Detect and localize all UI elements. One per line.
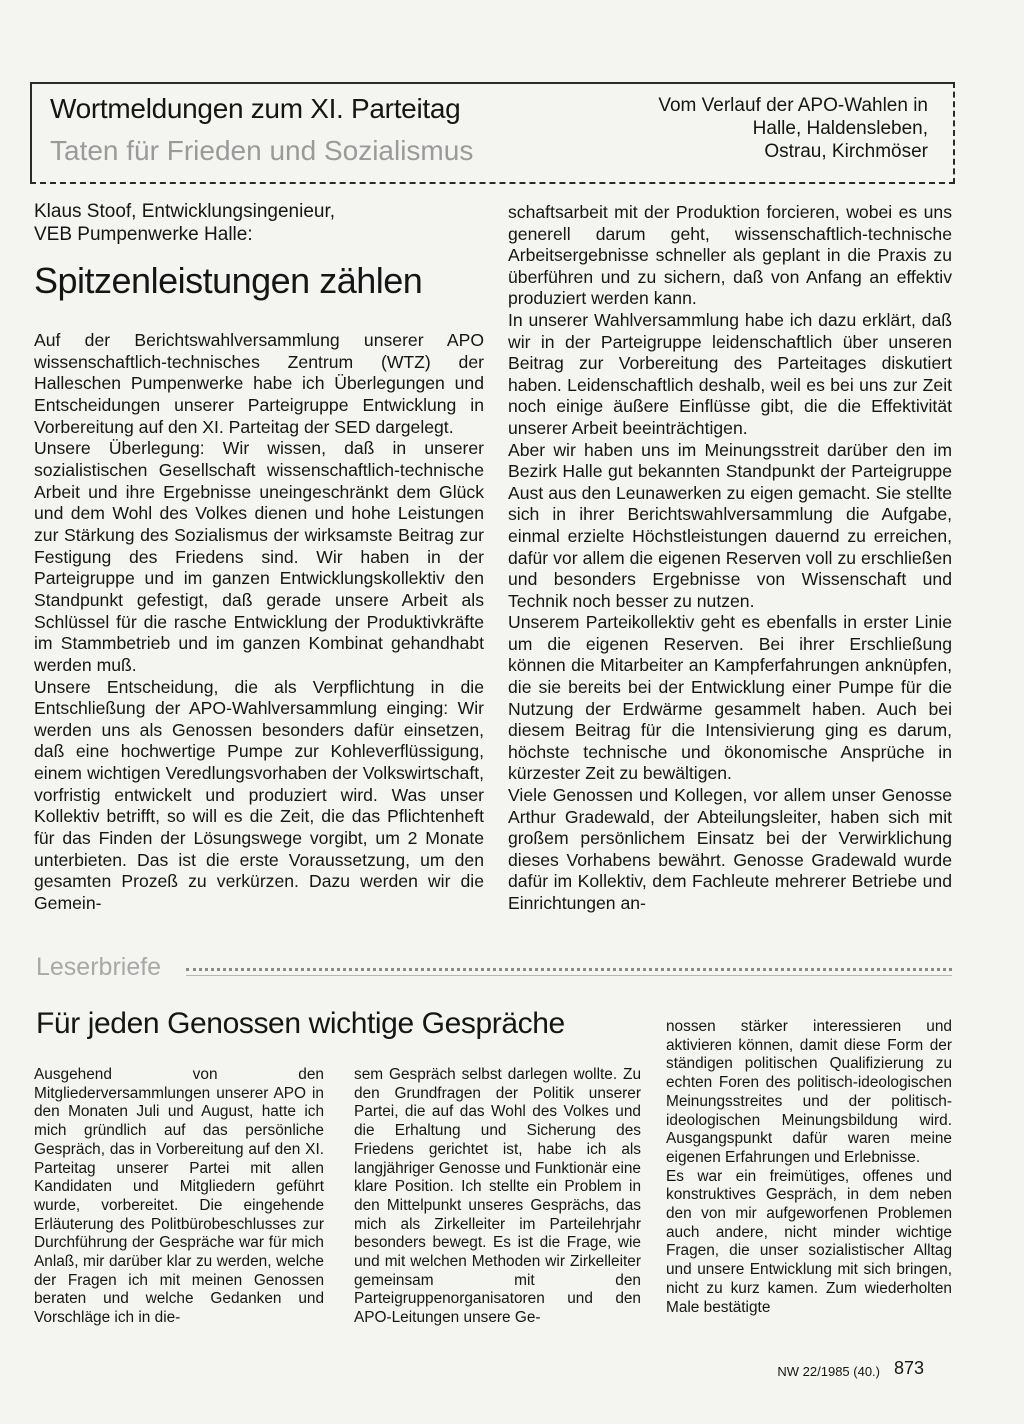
paragraph: sem Gespräch selbst darlegen wollte. Zu den Grundfragen der Politik unserer Partei, die auf das Wohl des Volkes und die Erhaltung und Sicherung des Friedens gerichtet ist, habe ich als langjähriger Genosse und Funktionär eine klare Position. Ich stellte ein Problem in den Mittelpunkt unseres Gesprächs, das mich als Zirkelleiter im Parteilehrjahr besonders bewegt. Es ist die Frage, wie und mit welchen Methoden wir Zirkelleiter gemeinsam mit den Parteigruppenorganisatoren und den APO-Leitungen unsere Ge- — [354, 1066, 641, 1327]
series-note-line: Ostrau, Kirchmöser — [764, 141, 928, 162]
paragraph: Es war ein freimütiges, offenes und konstruktives Gespräch, in dem neben den von mir aufgeworfenen Problemen auch andere, nicht minder wichtige Fragen, die unser sozialistischer Alltag und unsere Entwicklung mit sich bringen, nicht zu kurz kamen. Zum wiederholten Male bestätigte — [666, 1167, 952, 1316]
author-line: Klaus Stoof, Entwicklungsingenieur, — [34, 201, 336, 222]
series-note-line: Vom Verlauf der APO-Wahlen in — [658, 95, 928, 116]
article-column-1 — [34, 330, 484, 915]
letter-column-3 — [666, 1018, 952, 1317]
letter-column-2 — [354, 1066, 641, 1328]
letter-column-1 — [34, 1066, 324, 1328]
paragraph: Ausgehend von den Mitgliederversammlungen unserer APO in den Monaten Juli und August, hatte ich mich gründlich auf das persönliche Gespräch, das in Vorbereitung auf den XI. Parteitag unserer Partei mit allen Kandidaten und Mitgliedern geführt wurde, vorbereitet. Die eingehende Erläuterung des Politbürobeschlusses zur Durchführung der Gespräche war für mich Anlaß, mir darüber klar zu werden, welche der Fragen ich mit meinen Genossen beraten und welche Gedanken und Vorschläge ich in die- — [34, 1066, 324, 1327]
letter-headline: Für jeden Genossen wichtige Gespräche — [36, 1007, 565, 1040]
section-label: Leserbriefe — [36, 952, 169, 982]
paragraph: Auf der Berichtswahlversammlung unserer APO wissenschaftlich-technisches Zentrum (WTZ) der Halleschen Pumpenwerke habe ich Überlegungen und Entscheidungen unserer Parteigruppe Entwicklung in Vorbereitung auf den XI. Parteitag der SED dargelegt. — [34, 330, 484, 437]
series-note-line: Halle, Haldensleben, — [752, 118, 928, 139]
section-header-leserbriefe — [36, 950, 952, 984]
article-column-2 — [508, 202, 952, 915]
article-headline: Spitzenleistungen zählen — [34, 260, 423, 301]
paragraph: schaftsarbeit mit der Produktion forcieren, wobei es uns generell darum geht, wissenschaftlich-technische Arbeitsergebnisse schneller als geplant in die Praxis zu überführen und zu sichern, daß von Anfang an effektiv produziert werden kann. — [508, 202, 952, 309]
paragraph: Aber wir haben uns im Meinungsstreit darüber den im Bezirk Halle gut bekannten Standpunkt der Parteigruppe Aust aus den Leunawerken zu eigen gemacht. Sie stellte sich in ihrer Berichtswahlversammlung die Aufgabe, einmal erzielte Höchstleistungen dauernd zu erreichen, dafür vor allem die eigenen Reserven voll zu erschließen und besonders Ergebnisse von Wissenschaft und Technik noch besser zu nutzen. — [508, 439, 952, 611]
paragraph: Unsere Entscheidung, die als Verpflichtung in die Entschließung der APO-Wahlversammlung einging: Wir werden uns als Genossen besonders dafür einsetzen, daß eine hochwertige Pumpe zur Kohleverflüssigung, einem wichtigen Veredlungsvorhaben der Volkswirtschaft, vorfristig entwickelt und produziert wird. Was unser Kollektiv betrifft, so will es die Zeit, die das Pflichtenheft für das Finden der Lösungswege vorgibt, um 2 Monate unterbieten. Das ist die erste Voraussetzung, um den gesamten Prozeß zu verkürzen. Dazu werden wir die Gemein- — [34, 676, 484, 914]
paragraph: In unserer Wahlversammlung habe ich dazu erklärt, daß wir in der Parteigruppe leidenschaftlich über unseren Beitrag zur Vorbereitung des Parteitages diskutiert haben. Leidenschaftlich deshalb, weil es bei uns zur Zeit noch einige äußere Einflüsse gibt, die die Effektivität unserer Arbeit beeinträchtigen. — [508, 309, 952, 438]
article-author — [34, 200, 335, 246]
series-subtitle: Taten für Frieden und Sozialismus — [50, 135, 474, 166]
paragraph: Viele Genossen und Kollegen, vor allem unser Genosse Arthur Gradewald, der Abteilungsleiter, haben sich mit großem persönlichem Einsatz bei der Verwirklichung dieses Vorhabens bewährt. Genosse Gradewald wurde dafür im Kollektiv, dem Fachleute mehrerer Betriebe und Einrichtungen an- — [508, 785, 952, 913]
series-note — [658, 94, 928, 163]
paragraph: Unserem Parteikollektiv geht es ebenfalls in erster Linie um die eigenen Reserven. Bei ihrer Erschließung können die Mitarbeiter an Kampferfahrungen anknüpfen, die sie bereits bei der Entwicklung einer Pumpe für die Nutzung der Erdwärme gesammelt haben. Auch bei diesem Beitrag für die Intensivierung ging es darum, höchste technische und ökonomische Ansprüche in kürzester Zeit zu bewältigen. — [508, 612, 952, 784]
issue-reference: NW 22/1985 (40.) — [777, 1364, 880, 1379]
series-title: Wortmeldungen zum XI. Parteitag — [50, 93, 461, 124]
author-line: VEB Pumpenwerke Halle: — [34, 224, 253, 245]
section-dotted-rule — [186, 968, 952, 976]
paragraph: nossen stärker interessieren und aktivieren können, damit diese Form der ständigen politischen Qualifizierung zu echten Foren des politisch-ideologischen Meinungsstreites und der politisch-ideologischen Meinungsbildung wird. Ausgangspunkt dafür waren meine eigenen Erfahrungen und Erlebnisse. — [666, 1018, 952, 1166]
page-number: 873 — [894, 1358, 925, 1378]
paragraph: Unsere Überlegung: Wir wissen, daß in unserer sozialistischen Gesellschaft wissenschaftlich-technische Arbeit und ihre Ergebnisse uneingeschränkt dem Glück und dem Wohl des Volkes dienen und hohe Leistungen zur Stärkung des Sozialismus der wirksamste Beitrag zur Festigung des Friedens sind. Wir haben in der Parteigruppe und im ganzen Entwicklungskollektiv den Standpunkt gefestigt, daß gerade unsere Arbeit als Schlüssel für die rasche Entwicklung der Produktivkräfte im Stammbetrieb und im ganzen Kombinat gehandhabt werden muß. — [34, 438, 484, 675]
